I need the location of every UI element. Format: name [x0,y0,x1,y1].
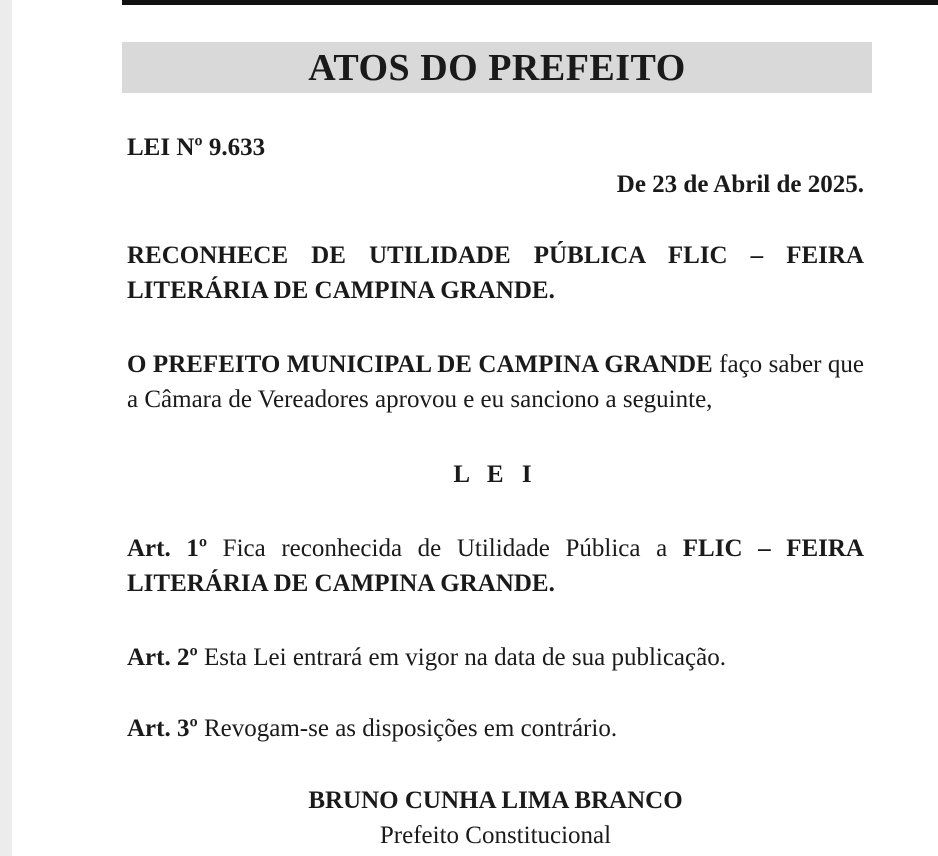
law-ementa: RECONHECE DE UTILIDADE PÚBLICA FLIC – FEIRA LITERÁRIA DE CAMPINA GRANDE. [127,242,864,304]
preamble-text: faço saber que a Câmara de Vereadores aprovou e eu sanciono a seguinte, [127,351,864,413]
article-1-emphasis: FLIC – FEIRA LITERÁRIA DE CAMPINA GRANDE. [127,535,864,597]
section-header [122,42,872,93]
preamble-authority: O PREFEITO MUNICIPAL DE CAMPINA GRANDE [127,351,713,378]
law-heading: L E I [453,461,538,488]
law-number: LEI Nº 9.633 [127,134,266,161]
article-1-text: Fica reconhecida de Utilidade Pública a [207,535,683,562]
article-2 [127,640,864,675]
article-1 [127,531,864,601]
article-3-text: Revogam-se as disposições em contrário. [197,715,618,742]
article-3-label: Art. 3º [127,715,198,742]
article-3 [127,711,864,746]
signer-name: BRUNO CUNHA LIMA BRANCO [308,787,683,814]
preamble [127,347,864,417]
top-divider [122,0,938,5]
article-2-label: Art. 2º [127,644,198,671]
article-2-text: Esta Lei entrará em vigor na data de sua publicação. [197,644,726,671]
signer-title: Prefeito Constitucional [379,822,612,849]
law-date: De 23 de Abril de 2025. [616,171,864,198]
article-1-label: Art. 1º [127,535,208,562]
section-title: ATOS DO PREFEITO [308,46,686,89]
